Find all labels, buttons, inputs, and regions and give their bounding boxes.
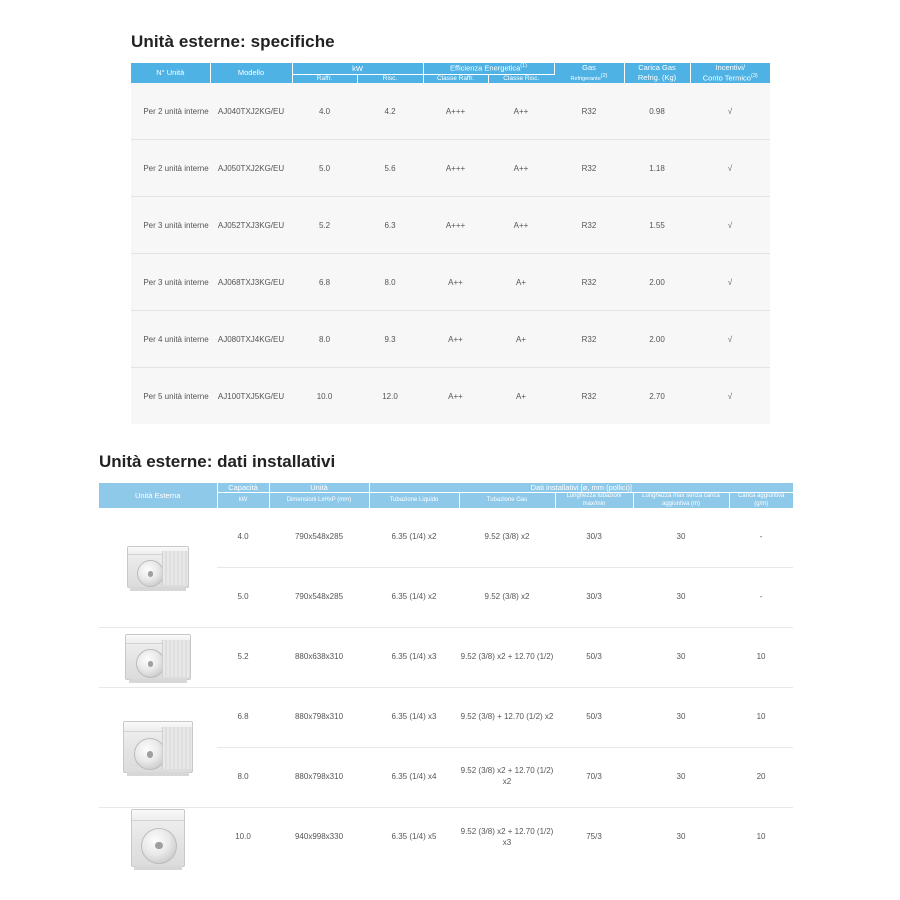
cell-modello: AJ100TXJ5KG/EU <box>210 368 292 425</box>
table-row <box>99 508 793 568</box>
cell-risc: 4.2 <box>357 83 423 140</box>
cell-lunghezza-max: 30 <box>633 807 729 868</box>
header-tubazione-gas: Tubazione Gas <box>459 493 555 508</box>
header-efficienza-label: Efficienza Energetica <box>449 63 521 73</box>
cell-carica-aggiuntiva: 10 <box>729 627 793 687</box>
cell-gas: R32 <box>554 311 624 368</box>
header-unita-esterna: Unità Esterna <box>99 483 217 508</box>
header-gas-label: Gas <box>582 63 596 73</box>
table-row <box>131 311 770 368</box>
fan-icon <box>137 560 164 587</box>
table-row <box>131 140 770 197</box>
unit-top-panel <box>132 810 184 821</box>
header-efficienza-energetica <box>423 63 554 74</box>
cell-tub-liquido: 6.35 (1/4) x3 <box>369 627 459 687</box>
header-kw-raffr: Raffr. <box>292 74 357 83</box>
cell-gas: R32 <box>554 368 624 425</box>
cell-incentivi: √ <box>690 254 770 311</box>
unit-base <box>129 679 188 683</box>
table-row <box>99 627 793 687</box>
cell-risc: 6.3 <box>357 197 423 254</box>
cell-incentivi: √ <box>690 197 770 254</box>
cell-carica-aggiuntiva: 20 <box>729 747 793 807</box>
header-unita: Unità <box>269 483 369 493</box>
cell-tub-gas: 9.52 (3/8) x2 <box>459 508 555 568</box>
installation-table <box>99 483 793 868</box>
header-lunghezza-max <box>633 493 729 508</box>
cell-lunghezza: 30/3 <box>555 567 633 627</box>
header-gas-sublabel <box>555 73 624 83</box>
cell-classe-risc: A++ <box>488 140 554 197</box>
cell-lunghezza-max: 30 <box>633 508 729 568</box>
fan-icon <box>136 649 165 678</box>
header-incentivi-line2 <box>691 73 771 83</box>
cell-incentivi: √ <box>690 140 770 197</box>
header-carica-gas-line1: Carica Gas <box>638 63 676 73</box>
installation-header-row-1 <box>99 483 793 493</box>
cell-classe-raffr: A++ <box>423 368 488 425</box>
cell-lunghezza: 75/3 <box>555 807 633 868</box>
cell-dimensioni: 880x798x310 <box>269 687 369 747</box>
cell-n-unita: Per 5 unità interne <box>131 368 210 425</box>
table-row <box>131 368 770 425</box>
header-gas-sub-note: (2) <box>600 72 608 79</box>
cell-tub-gas: 9.52 (3/8) x2 + 12.70 (1/2) <box>459 627 555 687</box>
table-row <box>131 254 770 311</box>
header-incentivi-line1: Incentivi/ <box>715 63 746 72</box>
outdoor-unit-small-image <box>99 508 217 628</box>
cell-risc: 5.6 <box>357 140 423 197</box>
header-lunghezza-max-line1: Lunghezza max senza carica <box>642 493 720 500</box>
header-classe-risc: Classe Risc. <box>488 74 554 83</box>
unit-base <box>130 587 185 591</box>
cell-classe-risc: A++ <box>488 83 554 140</box>
cell-tub-liquido: 6.35 (1/4) x2 <box>369 567 459 627</box>
section2-title: Unità esterne: dati installativi <box>99 452 336 471</box>
header-lunghezza-max-line2: aggiuntiva (m) <box>661 500 700 507</box>
cell-incentivi: √ <box>690 83 770 140</box>
cell-lunghezza-max: 30 <box>633 747 729 807</box>
cell-modello: AJ052TXJ3KG/EU <box>210 197 292 254</box>
header-dimensioni: Dimensioni LxHxP (mm) <box>269 493 369 508</box>
cell-risc: 9.3 <box>357 311 423 368</box>
cell-raffr: 4.0 <box>292 83 357 140</box>
installation-table-wrapper <box>99 483 793 868</box>
cell-carica: 1.55 <box>624 197 690 254</box>
cell-lunghezza: 30/3 <box>555 508 633 568</box>
cell-classe-risc: A+ <box>488 368 554 425</box>
header-n-unita: N° Unità <box>131 63 210 83</box>
cell-classe-raffr: A+++ <box>423 140 488 197</box>
cell-gas: R32 <box>554 83 624 140</box>
cell-modello: AJ080TXJ4KG/EU <box>210 311 292 368</box>
header-incentivi <box>690 63 770 83</box>
cell-capacita: 5.0 <box>217 567 269 627</box>
unit-base <box>134 866 182 870</box>
cell-classe-raffr: A+++ <box>423 83 488 140</box>
cell-dimensioni: 790x548x285 <box>269 508 369 568</box>
header-capacita-kw: kW <box>217 493 269 508</box>
unit-side-grille <box>162 727 192 769</box>
section1-title: Unità esterne: specifiche <box>131 32 335 51</box>
cell-risc: 8.0 <box>357 254 423 311</box>
fan-icon <box>134 738 166 770</box>
table-row <box>99 807 793 868</box>
cell-tub-liquido: 6.35 (1/4) x5 <box>369 807 459 868</box>
cell-capacita: 6.8 <box>217 687 269 747</box>
cell-risc: 12.0 <box>357 368 423 425</box>
header-lunghezza-line2: max/min <box>582 500 606 507</box>
cell-classe-raffr: A+++ <box>423 197 488 254</box>
cell-classe-raffr: A++ <box>423 254 488 311</box>
header-incentivi-line2-text: Conto Termico <box>702 73 751 83</box>
cell-carica-aggiuntiva: 10 <box>729 687 793 747</box>
header-lunghezza-tubazioni <box>555 493 633 508</box>
cell-gas: R32 <box>554 254 624 311</box>
cell-incentivi: √ <box>690 368 770 425</box>
cell-lunghezza: 50/3 <box>555 627 633 687</box>
header-classe-raffr: Classe Raffr. <box>423 74 488 83</box>
cell-tub-gas: 9.52 (3/8) x2 <box>459 567 555 627</box>
header-carica-gas-line2: Refrig. (Kg) <box>637 73 677 82</box>
cell-carica: 2.00 <box>624 311 690 368</box>
cell-tub-liquido: 6.35 (1/4) x3 <box>369 687 459 747</box>
header-carica-gas <box>624 63 690 83</box>
fan-icon <box>141 828 177 864</box>
cell-carica-aggiuntiva: - <box>729 567 793 627</box>
specs-table <box>131 63 770 424</box>
cell-capacita: 5.2 <box>217 627 269 687</box>
cell-tub-liquido: 6.35 (1/4) x2 <box>369 508 459 568</box>
cell-lunghezza-max: 30 <box>633 567 729 627</box>
cell-tub-gas: 9.52 (3/8) x2 + 12.70 (1/2) x3 <box>459 807 555 868</box>
cell-raffr: 8.0 <box>292 311 357 368</box>
header-capacita: Capacità <box>217 483 269 493</box>
cell-carica-aggiuntiva: 10 <box>729 807 793 868</box>
header-gas <box>554 63 624 83</box>
cell-dimensioni: 880x638x310 <box>269 627 369 687</box>
header-dati-installativi: Dati installativi [ø, mm (pollici)] <box>369 483 793 493</box>
cell-carica: 1.18 <box>624 140 690 197</box>
cell-n-unita: Per 2 unità interne <box>131 140 210 197</box>
cell-carica: 0.98 <box>624 83 690 140</box>
cell-classe-risc: A+ <box>488 254 554 311</box>
header-gas-sub-text: Refrigerante <box>570 75 601 82</box>
cell-n-unita: Per 4 unità interne <box>131 311 210 368</box>
cell-classe-risc: A++ <box>488 197 554 254</box>
cell-n-unita: Per 3 unità interne <box>131 197 210 254</box>
header-carica-agg-line2: (g/m) <box>754 500 769 507</box>
cell-dimensioni: 940x998x330 <box>269 807 369 868</box>
header-tubazione-liquido: Tubazione Liquido <box>369 493 459 508</box>
header-carica-agg-line1: Carica aggiuntiva <box>738 493 785 500</box>
cell-dimensioni: 790x548x285 <box>269 567 369 627</box>
header-kw-risc: Risc. <box>357 74 423 83</box>
cell-tub-gas: 9.52 (3/8) + 12.70 (1/2) x2 <box>459 687 555 747</box>
cell-tub-gas: 9.52 (3/8) x2 + 12.70 (1/2) x2 <box>459 747 555 807</box>
cell-modello: AJ068TXJ3KG/EU <box>210 254 292 311</box>
header-kw: kW <box>292 63 423 74</box>
cell-carica-aggiuntiva: - <box>729 508 793 568</box>
cell-lunghezza: 70/3 <box>555 747 633 807</box>
specs-header-row-1 <box>131 63 770 74</box>
cell-modello: AJ050TXJ2KG/EU <box>210 140 292 197</box>
header-efficienza-note: (1) <box>520 63 528 70</box>
specs-table-wrapper <box>131 63 770 424</box>
cell-classe-risc: A+ <box>488 311 554 368</box>
cell-gas: R32 <box>554 197 624 254</box>
cell-modello: AJ040TXJ2KG/EU <box>210 83 292 140</box>
cell-incentivi: √ <box>690 311 770 368</box>
cell-dimensioni: 880x798x310 <box>269 747 369 807</box>
cell-carica: 2.70 <box>624 368 690 425</box>
cell-raffr: 5.2 <box>292 197 357 254</box>
cell-n-unita: Per 2 unità interne <box>131 83 210 140</box>
cell-raffr: 10.0 <box>292 368 357 425</box>
header-modello: Modello <box>210 63 292 83</box>
cell-raffr: 6.8 <box>292 254 357 311</box>
cell-carica: 2.00 <box>624 254 690 311</box>
cell-lunghezza-max: 30 <box>633 687 729 747</box>
cell-lunghezza: 50/3 <box>555 687 633 747</box>
unit-side-grille <box>162 551 188 585</box>
unit-side-grille <box>162 640 190 677</box>
cell-capacita: 10.0 <box>217 807 269 868</box>
outdoor-unit-medium-image <box>99 627 217 687</box>
cell-n-unita: Per 3 unità interne <box>131 254 210 311</box>
outdoor-unit-xlarge-image <box>99 807 217 868</box>
cell-classe-raffr: A++ <box>423 311 488 368</box>
table-row <box>99 687 793 747</box>
header-lunghezza-line1: Lunghezza tubazioni <box>566 493 622 500</box>
outdoor-unit-large-image <box>99 687 217 807</box>
cell-lunghezza-max: 30 <box>633 627 729 687</box>
header-carica-aggiuntiva <box>729 493 793 508</box>
table-row <box>131 197 770 254</box>
cell-gas: R32 <box>554 140 624 197</box>
cell-capacita: 8.0 <box>217 747 269 807</box>
cell-raffr: 5.0 <box>292 140 357 197</box>
unit-base <box>127 772 190 776</box>
header-incentivi-note: (3) <box>750 72 758 79</box>
cell-tub-liquido: 6.35 (1/4) x4 <box>369 747 459 807</box>
table-row <box>131 83 770 140</box>
cell-capacita: 4.0 <box>217 508 269 568</box>
